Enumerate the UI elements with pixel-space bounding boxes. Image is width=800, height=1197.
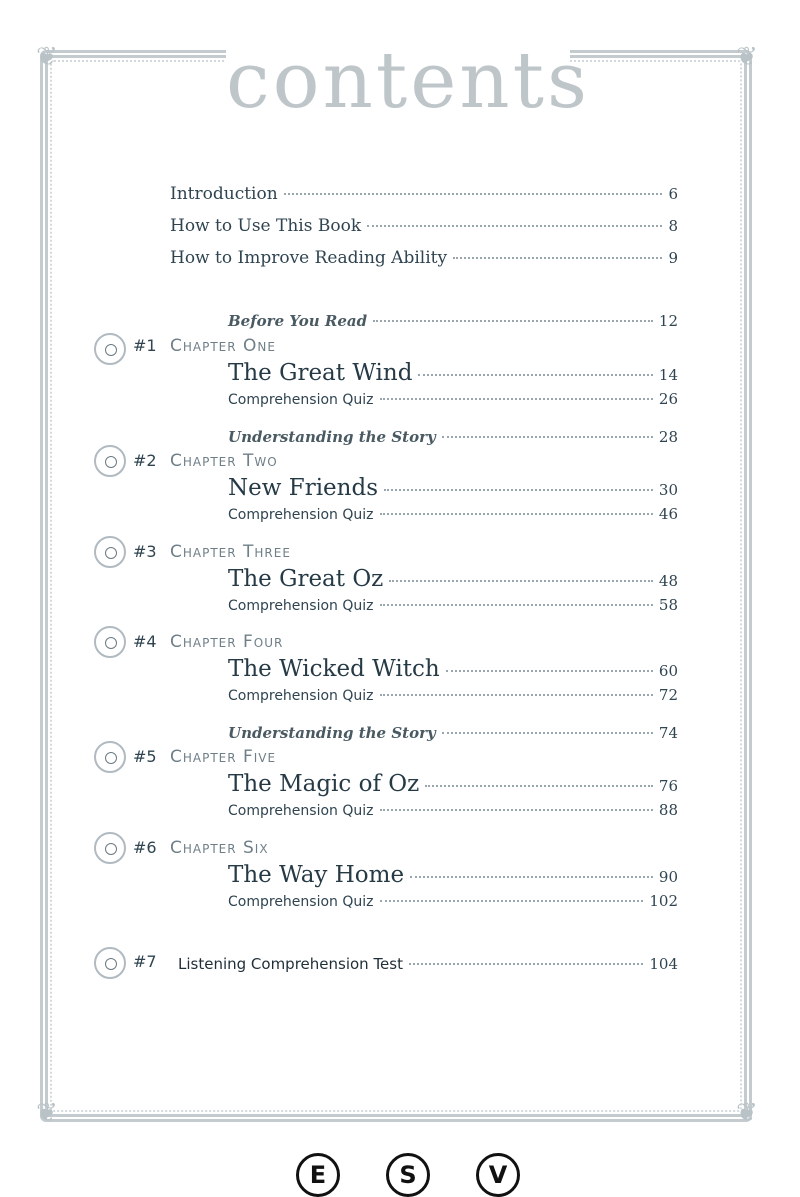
cd-icon[interactable] [94,741,126,773]
dot-leader [442,436,653,438]
track-number: #5 [133,747,157,766]
chapter-title-entry[interactable] [228,360,678,386]
page-number: 26 [658,390,678,408]
corner-ornament-icon: ❦ [36,1098,58,1128]
page-number: 8 [668,217,678,235]
dot-leader [418,374,652,376]
page-number: 58 [658,596,678,614]
quiz-label: Comprehension Quiz [228,507,374,523]
page-number: 102 [649,892,678,910]
dot-leader [380,398,653,400]
quiz-entry[interactable] [228,390,678,408]
dot-leader [380,694,653,696]
track-number: #2 [133,451,157,470]
corner-ornament-icon: ❦ [36,42,58,72]
dot-leader [425,785,653,787]
cd-icon[interactable] [94,832,126,864]
chapter-label: Chapter One [170,336,276,356]
chapter-label: Chapter Four [170,632,284,652]
chapter-title-entry[interactable] [228,566,678,592]
track-number: #7 [133,952,157,971]
toc-entry-label: How to Use This Book [170,216,362,236]
page-number: 48 [658,572,678,590]
dot-leader [367,225,662,227]
quiz-entry[interactable] [228,892,678,910]
dot-leader [373,320,653,322]
track-number: #4 [133,632,157,651]
chapter-title-entry[interactable] [228,862,678,888]
track-number: #1 [133,336,157,355]
quiz-label: Comprehension Quiz [228,688,374,704]
chapter-title-entry[interactable] [228,656,678,682]
track-number: #6 [133,838,157,857]
page-number: 60 [658,662,678,680]
cd-icon[interactable] [94,947,126,979]
quiz-label: Comprehension Quiz [228,894,374,910]
dot-leader [380,604,653,606]
dot-leader [380,900,644,902]
section-label: Before You Read [228,312,368,330]
quiz-entry[interactable] [228,596,678,614]
page-title: contents [226,36,590,126]
dot-leader [284,193,663,195]
dot-leader [446,670,653,672]
dot-leader [442,732,653,734]
listening-test-entry[interactable] [178,955,678,973]
corner-ornament-icon: ❦ [736,42,758,72]
chapter-title: New Friends [228,475,378,501]
chapter-title-entry[interactable] [228,771,678,797]
toc-entry-label: How to Improve Reading Ability [170,248,448,268]
page-number: 74 [658,724,678,742]
badge-v: V [476,1153,520,1197]
quiz-entry[interactable] [228,505,678,523]
quiz-label: Comprehension Quiz [228,598,374,614]
cd-icon[interactable] [94,536,126,568]
chapter-title: The Way Home [228,862,405,888]
page-number: 12 [658,312,678,330]
page-number: 46 [658,505,678,523]
page-number: 9 [668,249,678,267]
page-number: 72 [658,686,678,704]
corner-ornament-icon: ❦ [736,1098,758,1128]
chapter-label: Chapter Two [170,451,278,471]
dot-leader [380,809,653,811]
badge-e: E [296,1153,340,1197]
dot-leader [453,257,662,259]
page-number: 88 [658,801,678,819]
track-number: #3 [133,542,157,561]
dot-leader [409,963,643,965]
section-entry-understanding[interactable] [228,428,678,446]
page-number: 104 [649,955,678,973]
dot-leader [384,489,653,491]
dot-leader [389,580,653,582]
dot-leader [380,513,653,515]
badge-s: S [386,1153,430,1197]
page-number: 90 [658,868,678,886]
chapter-title-entry[interactable] [228,475,678,501]
quiz-entry[interactable] [228,686,678,704]
page-number: 6 [668,185,678,203]
chapter-title: The Magic of Oz [228,771,420,797]
cd-icon[interactable] [94,626,126,658]
page-number: 14 [658,366,678,384]
dot-leader [410,876,653,878]
quiz-label: Comprehension Quiz [228,803,374,819]
chapter-title: The Wicked Witch [228,656,440,682]
chapter-label: Chapter Three [170,542,291,562]
section-label: Understanding the Story [228,724,436,742]
section-entry-understanding[interactable] [228,724,678,742]
quiz-label: Comprehension Quiz [228,392,374,408]
page-number: 28 [658,428,678,446]
chapter-label: Chapter Five [170,747,277,767]
quiz-entry[interactable] [228,801,678,819]
toc-entry[interactable] [170,184,678,208]
listening-test-label: Listening Comprehension Test [178,955,403,973]
chapter-title: The Great Oz [228,566,384,592]
toc-entry[interactable] [170,248,678,272]
cd-icon[interactable] [94,445,126,477]
chapter-label: Chapter Six [170,838,269,858]
section-label: Understanding the Story [228,428,436,446]
page-number: 76 [658,777,678,795]
toc-entry-label: Introduction [170,184,278,204]
cd-icon[interactable] [94,333,126,365]
section-entry-before-you-read[interactable] [228,312,678,330]
toc-entry[interactable] [170,216,678,240]
chapter-title: The Great Wind [228,360,413,386]
page-number: 30 [658,481,678,499]
